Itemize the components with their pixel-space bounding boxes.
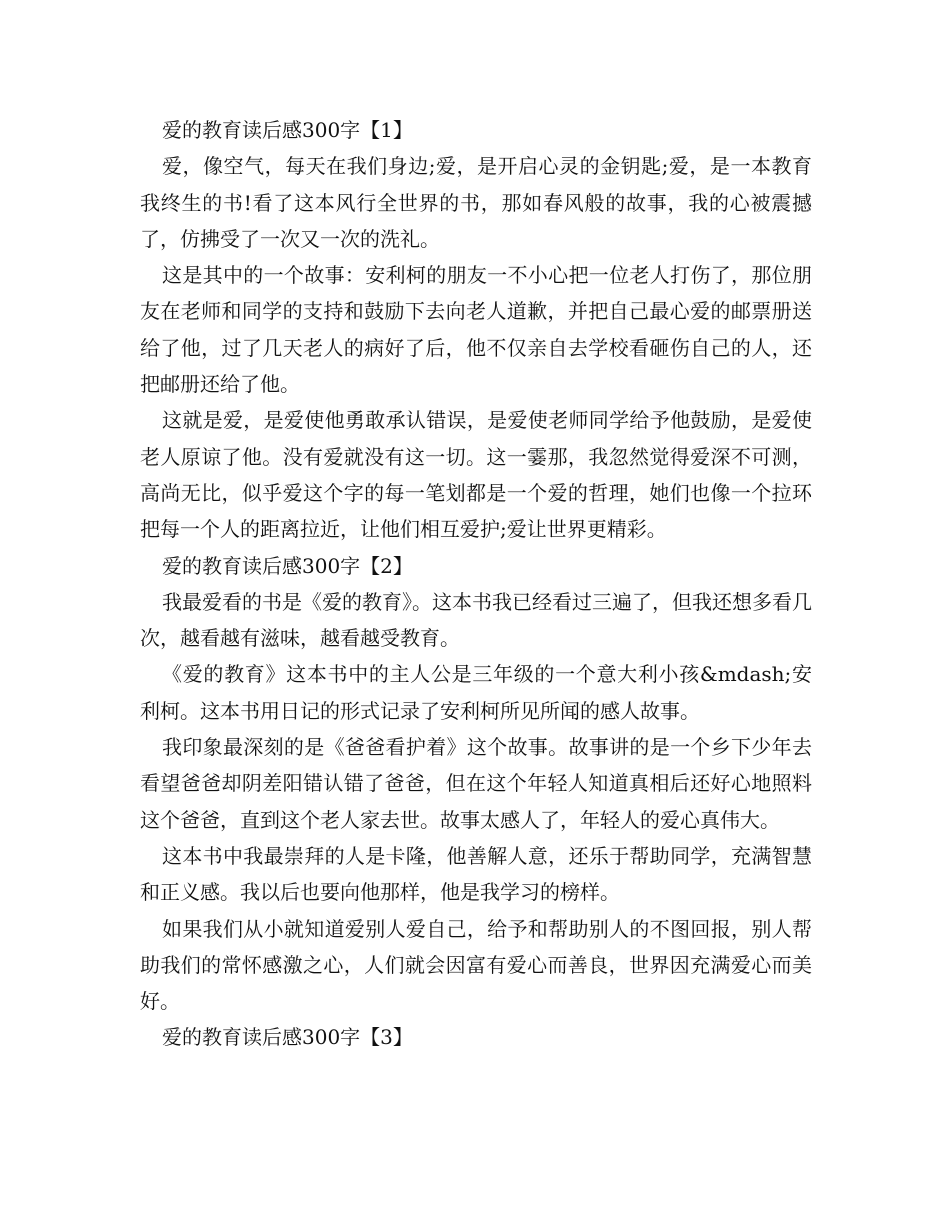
paragraph: 如果我们从小就知道爱别人爱自己，给予和帮助别人的不图回报，别人帮助我们的常怀感激之心，人们就会因富有爱心而善良，世界因充满爱心而美好。 (140, 916, 812, 1014)
paragraph: 我印象最深刻的是《爸爸看护着》这个故事。故事讲的是一个乡下少年去看望爸爸却阴差阳错认错了爸爸，但在这个年轻人知道真相后还好心地照料这个爸爸，直到这个老人家去世。故事太感人了，年轻人的爱心真伟大。 (140, 735, 812, 832)
paragraph: 《爱的教育》这本书中的主人公是三年级的一个意大利小孩&mdash;安利柯。这本书用日记的形式记录了安利柯所见所闻的感人故事。 (140, 662, 812, 723)
paragraph: 爱，像空气，每天在我们身边;爱，是开启心灵的金钥匙;爱，是一本教育我终生的书!看了这本风行全世界的书，那如春风般的故事，我的心被震撼了，仿拂受了一次又一次的洗礼。 (140, 154, 812, 251)
paragraph: 这是其中的一个故事：安利柯的朋友一不小心把一位老人打伤了，那位朋友在老师和同学的支持和鼓励下去向老人道歉，并把自己最心爱的邮票册送给了他，过了几天老人的病好了后，他不仅亲自去学校看砸伤自己的人，还把邮册还给了他。 (140, 263, 812, 397)
section-heading-1: 爱的教育读后感300字【1】 (162, 118, 413, 142)
section-heading-2: 爱的教育读后感300字【2】 (162, 553, 413, 578)
document-body (140, 112, 812, 1056)
paragraph: 这就是爱，是爱使他勇敢承认错误，是爱使老师同学给予他鼓励，是爱使老人原谅了他。没有爱就没有这一切。这一霎那，我忽然觉得爱深不可测，高尚无比，似乎爱这个字的每一笔划都是一个爱的哲理，她们也像一个拉环把每一个人的距离拉近，让他们相互爱护;爱让世界更精彩。 (140, 408, 812, 542)
section-heading-3: 爱的教育读后感300字【3】 (162, 1025, 413, 1050)
paragraph: 我最爱看的书是《爱的教育》。这本书我已经看过三遍了，但我还想多看几次，越看越有滋味，越看越受教育。 (140, 589, 812, 651)
paragraph: 这本书中我最崇拜的人是卡隆，他善解人意，还乐于帮助同学，充满智慧和正义感。我以后也要向他那样，他是我学习的榜样。 (140, 843, 812, 905)
